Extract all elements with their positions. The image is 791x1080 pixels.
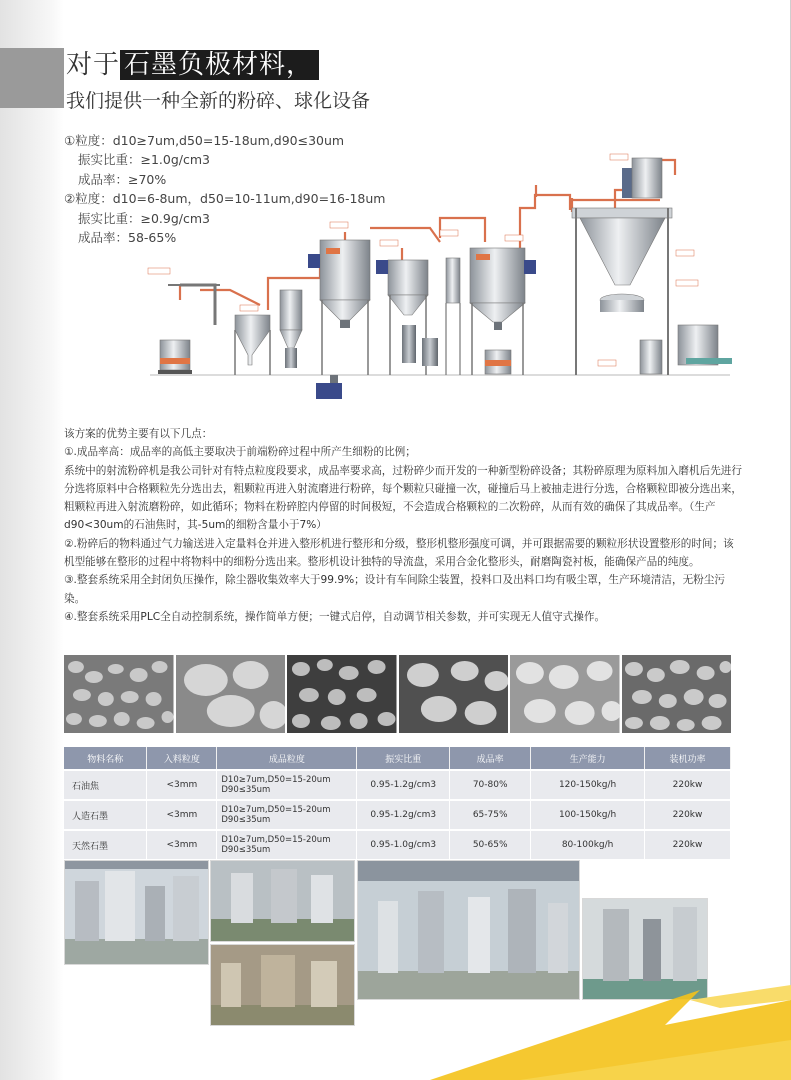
spec-line: ②粒度：d10=6-8um，d50=10-11um,d90=16-18um: [64, 191, 386, 207]
table-header-row: [64, 747, 731, 770]
spec-line: ①粒度：d10≥7um,d50=15-18um,d90≤30um: [64, 133, 345, 148]
process-flow-diagram: [140, 150, 736, 420]
table-row: [64, 770, 731, 800]
product-spec-table: [64, 747, 731, 859]
sem-image-row: [64, 655, 731, 733]
spec-line: 振实比重：≥0.9g/cm3: [78, 210, 211, 226]
cell-tap-density: 0.95-1.2g/cm3: [357, 770, 450, 800]
column-header: 生产能力: [531, 747, 645, 770]
sem-image: [64, 655, 174, 733]
advantage-item: 系统中的射流粉碎机是我公司针对有特点粒度段要求，成品率要求高，过粉碎少而开发的一种新型粉碎设备；其粉碎原理为原料加入磨机后先进行分选将原料中合格颗粒先分选出去，粗颗粒再进入射流磨进行粉碎，每个颗粒只碰撞一次，碰撞后马上被抽走进行分选，合格颗粒即被分选出来，粗颗粒再进入射流磨粉碎，如此循环；物料在粉碎腔内停留的时间极短，不会造成合格颗粒的二次粉碎，从而有效的确保了其成品率。（生产d90<30um的石油焦时，其-5um的细粉含量小于7%）: [64, 464, 742, 532]
size-line: D10≥7um,D50=15-20um: [221, 835, 331, 845]
spec-line: 成品率：58-65%: [78, 230, 177, 246]
column-header: 物料名称: [64, 747, 147, 770]
size-line: D10≥7um,D50=15-20um: [221, 805, 331, 815]
size-line: D90≤35um: [221, 845, 271, 855]
advantage-item: ①.成品率高：成品率的高低主要取决于前端粉碎过程中所产生细粉的比例；: [64, 446, 416, 459]
size-line: D90≤35um: [221, 785, 271, 795]
factory-photo: [582, 898, 708, 1000]
cell-product-size: [217, 800, 357, 830]
advantages-intro: 该方案的优势主要有以下几点：: [64, 428, 213, 440]
column-header: 装机功率: [645, 747, 731, 770]
page-title: [66, 44, 319, 81]
table-row: [64, 830, 731, 859]
cell-product-size: [217, 830, 357, 859]
sem-image: [399, 655, 509, 733]
cell-product-size: [217, 770, 357, 800]
cell-tap-density: 0.95-1.0g/cm3: [357, 830, 450, 859]
column-header: 入料粒度: [147, 747, 217, 770]
cell-power: 220kw: [645, 770, 731, 800]
advantage-item: ④.整套系统采用PLC全自动控制系统，操作简单方便；一键式启停，自动调节相关参数，并可实现无人值守式操作。: [64, 610, 606, 623]
title-tab-block: [0, 48, 64, 108]
sem-image: [176, 655, 286, 733]
table-row: [64, 800, 731, 830]
column-header: 成品粒度: [217, 747, 357, 770]
factory-photo: [210, 860, 355, 942]
cell-power: 220kw: [645, 800, 731, 830]
title-prefix: 对于: [66, 50, 121, 80]
left-gradient-band: [0, 0, 64, 1080]
column-header: 振实比重: [357, 747, 450, 770]
cell-capacity: 100-150kg/h: [531, 800, 645, 830]
advantages-text: [64, 425, 744, 626]
page-subtitle: 我们提供一种全新的粉碎、球化设备: [66, 90, 371, 112]
spec-line: 成品率：≥70%: [78, 171, 167, 187]
cell-capacity: 120-150kg/h: [531, 770, 645, 800]
cell-yield: 65-75%: [450, 800, 531, 830]
cell-tap-density: 0.95-1.2g/cm3: [357, 800, 450, 830]
sem-image: [287, 655, 397, 733]
size-line: D90≤35um: [221, 815, 271, 825]
sem-image: [510, 655, 620, 733]
spec-line: 振实比重：≥1.0g/cm3: [78, 152, 211, 168]
advantage-item: ②.粉碎后的物料通过气力输送进入定量料仓并进入整形机进行整形和分级，整形机整形强度可调，并可跟据需要的颗粒形状设置整形的时间；该机型能够在整形的过程中将物料中的细粉分选出来。整形机设计独特的导流盘，采用合金化整形头，耐磨陶瓷衬板，能确保产品的纯度。: [64, 537, 734, 569]
column-header: 成品率: [450, 747, 531, 770]
size-line: D10≥7um,D50=15-20um: [221, 775, 331, 785]
cell-yield: 50-65%: [450, 830, 531, 859]
cell-material: 天然石墨: [64, 830, 147, 859]
factory-photo: [64, 860, 209, 965]
cell-capacity: 80-100kg/h: [531, 830, 645, 859]
cell-yield: 70-80%: [450, 770, 531, 800]
cell-feed-size: <3mm: [147, 800, 217, 830]
sem-image: [622, 655, 732, 733]
title-highlight: 石墨负极材料，: [120, 50, 319, 80]
advantage-item: ③.整套系统采用全封闭负压操作，除尘器收集效率大于99.9%；设计有车间除尘装置，投料口及出料口均有吸尘罩，生产环境清洁，无粉尘污染。: [64, 574, 725, 605]
cell-power: 220kw: [645, 830, 731, 859]
factory-photo: [210, 944, 355, 1026]
cell-material: 石油焦: [64, 770, 147, 800]
cell-feed-size: <3mm: [147, 770, 217, 800]
cell-feed-size: <3mm: [147, 830, 217, 859]
factory-photo: [357, 860, 580, 1000]
cell-material: 人造石墨: [64, 800, 147, 830]
